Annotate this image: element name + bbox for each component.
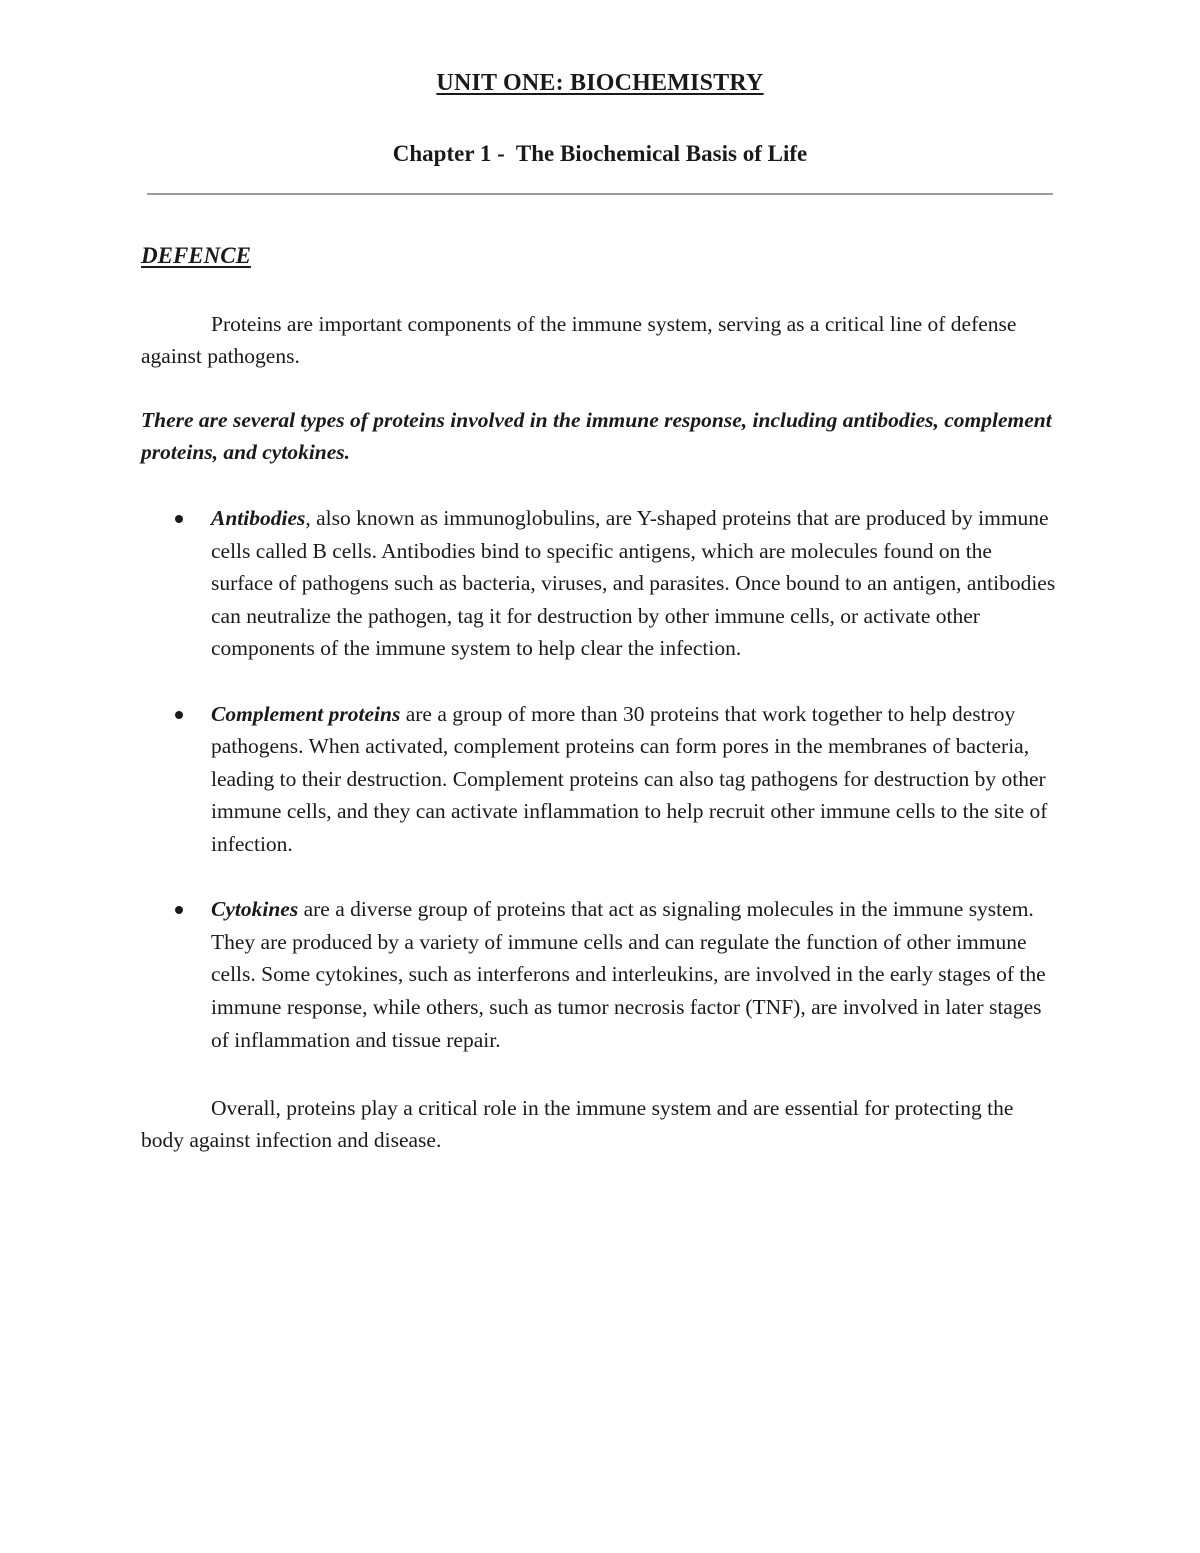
list-item <box>141 502 1056 665</box>
closing-paragraph-text: Overall, proteins play a critical role in the immune system and are essential for protecting the body against infection and disease. <box>141 1096 1014 1152</box>
closing-paragraph <box>141 1092 1056 1156</box>
intro-paragraph-text: Proteins are important components of the immune system, serving as a critical line of defense against pathogens. <box>141 312 1017 368</box>
bullet-term: Complement proteins <box>211 701 401 726</box>
bullet-text: , also known as immunoglobulins, are Y-shaped proteins that are produced by immune cells called B cells. Antibodies bind to specific antigens, which are molecules found on the surface of pathogens such as bacteria, viruses, and parasites. Once bound to an antigen, antibodies can neutralize the pathogen, tag it for destruction by other immune cells, or activate other components of the immune system to help clear the infection. <box>211 506 1056 661</box>
lead-paragraph: There are several types of proteins involved in the immune response, including antibodies, complement proteins, and cytokines. <box>141 408 1052 464</box>
bullet-icon <box>175 906 183 914</box>
bullet-icon <box>175 711 183 719</box>
chapter-title: Chapter 1 - The Biochemical Basis of Life <box>392 141 808 166</box>
horizontal-rule <box>147 193 1053 195</box>
list-item <box>141 893 1056 1056</box>
bullet-text: are a diverse group of proteins that act as signaling molecules in the immune system. They are produced by a variety of immune cells and can regulate the function of other immune cells. Some cytokines, such as interferons and interleukins, are involved in the early stages of the immune response, while others, such as tumor necrosis factor (TNF), are involved in later stages of inflammation and tissue repair. <box>211 897 1046 1052</box>
bullet-term: Cytokines <box>211 897 299 922</box>
bullet-list <box>141 502 1056 1089</box>
section-heading: DEFENCE <box>141 243 251 268</box>
list-item <box>141 698 1056 861</box>
intro-paragraph <box>141 308 1056 372</box>
unit-title: UNIT ONE: BIOCHEMISTRY <box>436 70 764 96</box>
bullet-icon <box>175 515 183 523</box>
bullet-text: are a group of more than 30 proteins that work together to help destroy pathogens. When activated, complement proteins can form pores in the membranes of bacteria, leading to their destruction. Complement proteins can also tag pathogens for destruction by other immune cells, and they can activate inflammation to help recruit other immune cells to the site of infection. <box>211 701 1048 856</box>
bullet-term: Antibodies <box>211 506 306 530</box>
